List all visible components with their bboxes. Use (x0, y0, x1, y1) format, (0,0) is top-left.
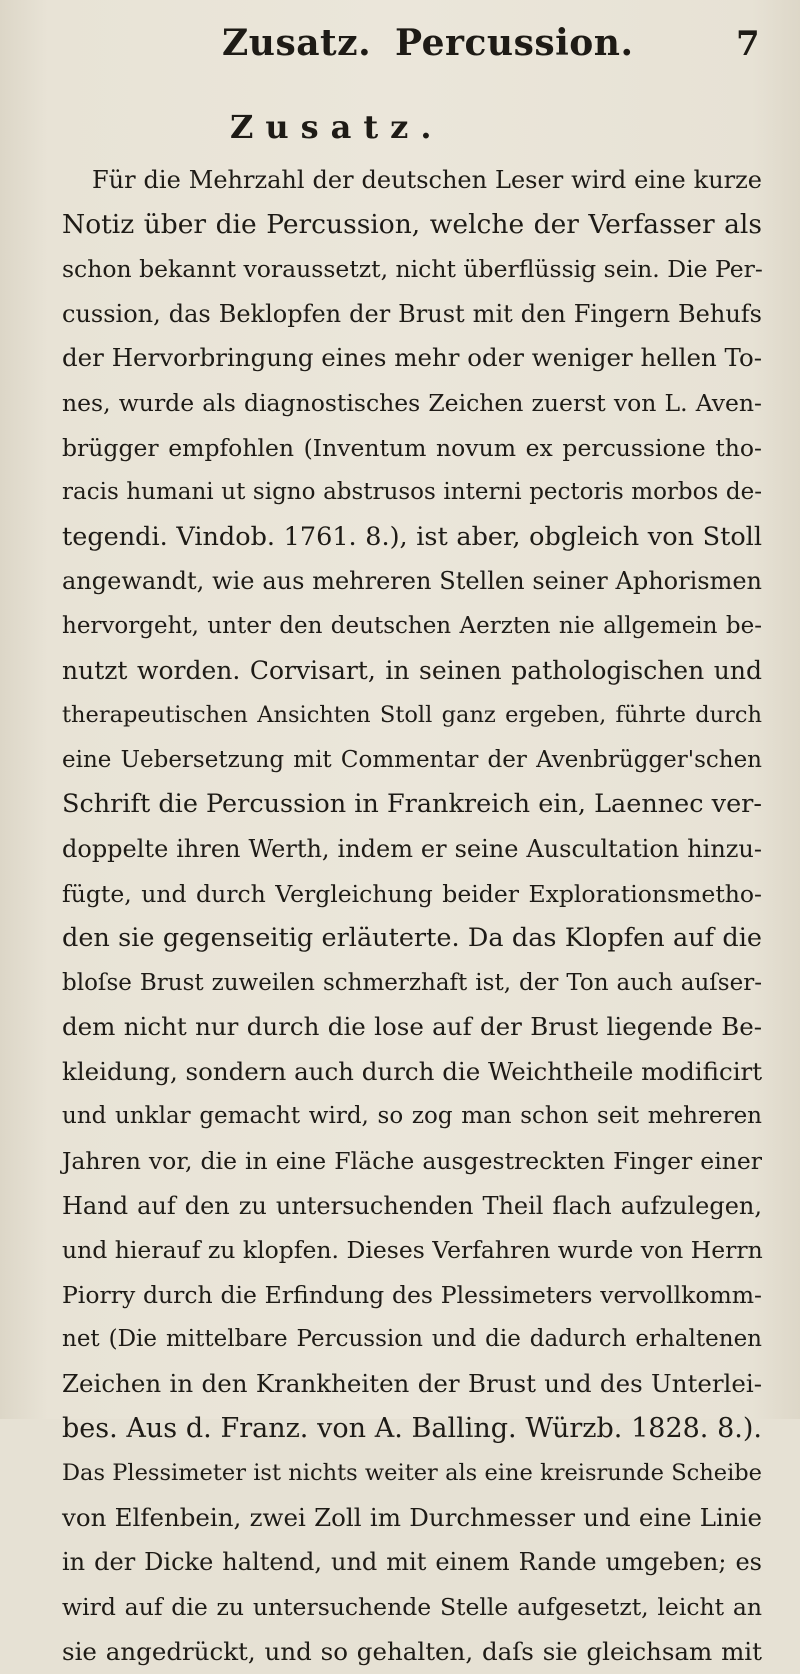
text-line: der Hervorbringung eines mehr oder weniger hellen To- (62, 343, 762, 373)
text-line: bes. Aus d. Franz. von A. Balling. Würzb. 1828. 8.). (62, 1412, 762, 1444)
text-line: brügger empfohlen (Inventum novum ex percussione tho- (62, 433, 762, 462)
text-line: Zeichen in den Krankheiten der Brust und des Unterlei- (62, 1369, 762, 1399)
text-line: eine Uebersetzung mit Commentar der Avenbrügger'schen (62, 746, 762, 773)
text-line: und unklar gemacht wird, so zog man schon seit mehreren (62, 1103, 762, 1130)
text-line: doppelte ihren Werth, indem er seine Auscultation hinzu- (62, 834, 762, 863)
text-line: schon bekannt voraussetzt, nicht überflüssig sein. Die Per- (62, 255, 763, 284)
text-line: tegendi. Vindob. 1761. 8.), ist aber, obgleich von Stoll (62, 521, 762, 552)
text-line: hervorgeht, unter den deutschen Aerzten nie allgemein be- (62, 612, 762, 639)
text-line: net (Die mittelbare Percussion und die dadurch erhaltenen (62, 1326, 762, 1353)
section-title: Zusatz. (230, 108, 444, 146)
text-line: cussion, das Beklopfen der Brust mit den Fingern Behufs (62, 299, 762, 328)
text-line: und hierauf zu klopfen. Dieses Verfahren wurde von Herrn (62, 1236, 763, 1265)
body-paragraph (62, 158, 762, 1674)
text-line: fügte, und durch Vergleichung beider Explorationsmetho- (62, 879, 762, 908)
running-head-label: Zusatz. (222, 22, 372, 64)
text-line: wird auf die zu untersuchende Stelle aufgesetzt, leicht an (62, 1593, 762, 1621)
text-line: dem nicht nur durch die lose auf der Brust liegende Be- (62, 1012, 762, 1042)
running-head-title: Percussion. (395, 22, 634, 64)
text-line: nutzt worden. Corvisart, in seinen pathologischen und (62, 655, 762, 685)
text-line: sie angedrückt, und so gehalten, daſs sie gleichsam mit (62, 1636, 762, 1666)
text-line: kleidung, sondern auch durch die Weichtheile modificirt (62, 1056, 763, 1086)
text-line: von Elfenbein, zwei Zoll im Durchmesser und eine Linie (62, 1502, 762, 1532)
text-line: therapeutischen Ansichten Stoll ganz ergeben, führte durch (62, 702, 762, 729)
running-head (0, 22, 800, 72)
text-line: Das Plessimeter ist nichts weiter als eine kreisrunde Scheibe (62, 1460, 762, 1487)
text-line: den sie gegenseitig erläuterte. Da das Klopfen auf die (62, 923, 762, 954)
page-number: 7 (736, 24, 760, 64)
text-line: racis humani ut signo abstrusos interni pectoris morbos de- (62, 479, 762, 506)
text-line: nes, wurde als diagnostisches Zeichen zuerst von L. Aven- (62, 388, 762, 417)
text-line: Hand auf den zu untersuchenden Theil flach aufzulegen, (62, 1191, 762, 1220)
text-line: Piorry durch die Erfindung des Plessimeters vervollkomm- (62, 1280, 762, 1309)
text-line: in der Dicke haltend, und mit einem Rande umgeben; es (62, 1548, 762, 1577)
text-line: Notiz über die Percussion, welche der Verfasser als (62, 208, 762, 240)
text-line: Schrift die Percussion in Frankreich ein, Laennec ver- (62, 789, 762, 820)
text-line: bloſse Brust zuweilen schmerzhaft ist, der Ton auch auſser- (62, 969, 762, 996)
text-line: Für die Mehrzahl der deutschen Leser wird eine kurze (92, 166, 762, 194)
text-line: Jahren vor, die in eine Fläche ausgestreckten Finger einer (62, 1147, 762, 1176)
text-line: angewandt, wie aus mehreren Stellen seiner Aphorismen (62, 567, 762, 596)
